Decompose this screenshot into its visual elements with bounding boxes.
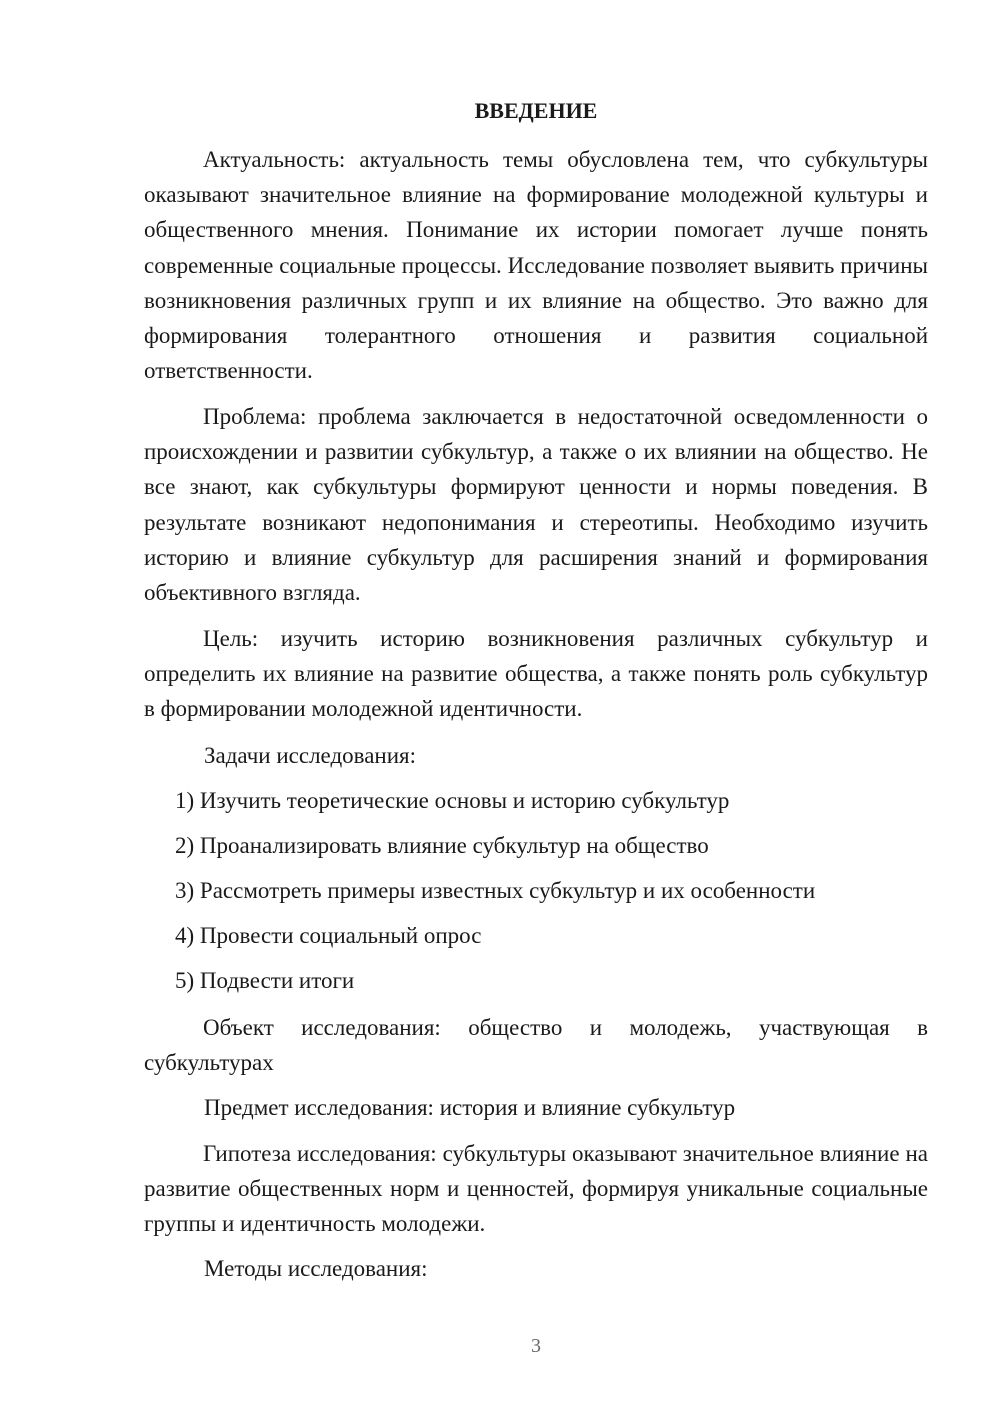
paragraph-subject: Предмет исследования: история и влияние субкультур xyxy=(204,1095,736,1120)
paragraph-goal: Цель: изучить историю возникновения различных субкультур и определить их влияние на развитие общества, а также понять роль субкультур в формировании молодежной идентичности. xyxy=(144,626,928,722)
task-item-5: 5) Подвести итоги xyxy=(175,968,355,993)
section-heading: ВВЕДЕНИЕ xyxy=(474,98,598,123)
paragraph-relevance: Актуальность: актуальность темы обусловлена тем, что субкультуры оказывают значительное влияние на формирование молодежной культуры и общественного мнения. Понимание их истории помогает лучше понять современные социальные процессы. Исследование позволяет выявить причины возникновения различных групп и их влияние на общество. Это важно для формирования толерантного отношения и развития социальной ответственности. xyxy=(144,147,928,384)
page-number: 3 xyxy=(531,1335,541,1357)
paragraph-problem: Проблема: проблема заключается в недостаточной осведомленности о происхождении и развитии субкультур, а также о их влиянии на общество. Не все знают, как субкультуры формируют ценности и нормы поведения. В результате возникают недопонимания и стереотипы. Необходимо изучить историю и влияние субкультур для расширения знаний и формирования объективного взгляда. xyxy=(144,404,928,606)
methods-heading: Методы исследования: xyxy=(204,1256,428,1281)
task-item-2: 2) Проанализировать влияние субкультур на общество xyxy=(175,833,709,858)
task-item-1: 1) Изучить теоретические основы и историю субкультур xyxy=(175,788,730,813)
paragraph-hypothesis: Гипотеза исследования: субкультуры оказывают значительное влияние на развитие общественных норм и ценностей, формируя уникальные социальные группы и идентичность молодежи. xyxy=(144,1141,928,1237)
task-item-3: 3) Рассмотреть примеры известных субкультур и их особенности xyxy=(175,878,816,903)
task-item-4: 4) Провести социальный опрос xyxy=(175,923,482,948)
paragraph-object: Объект исследования: общество и молодежь, участвующая в субкультурах xyxy=(144,1015,928,1076)
tasks-heading: Задачи исследования: xyxy=(204,743,417,768)
